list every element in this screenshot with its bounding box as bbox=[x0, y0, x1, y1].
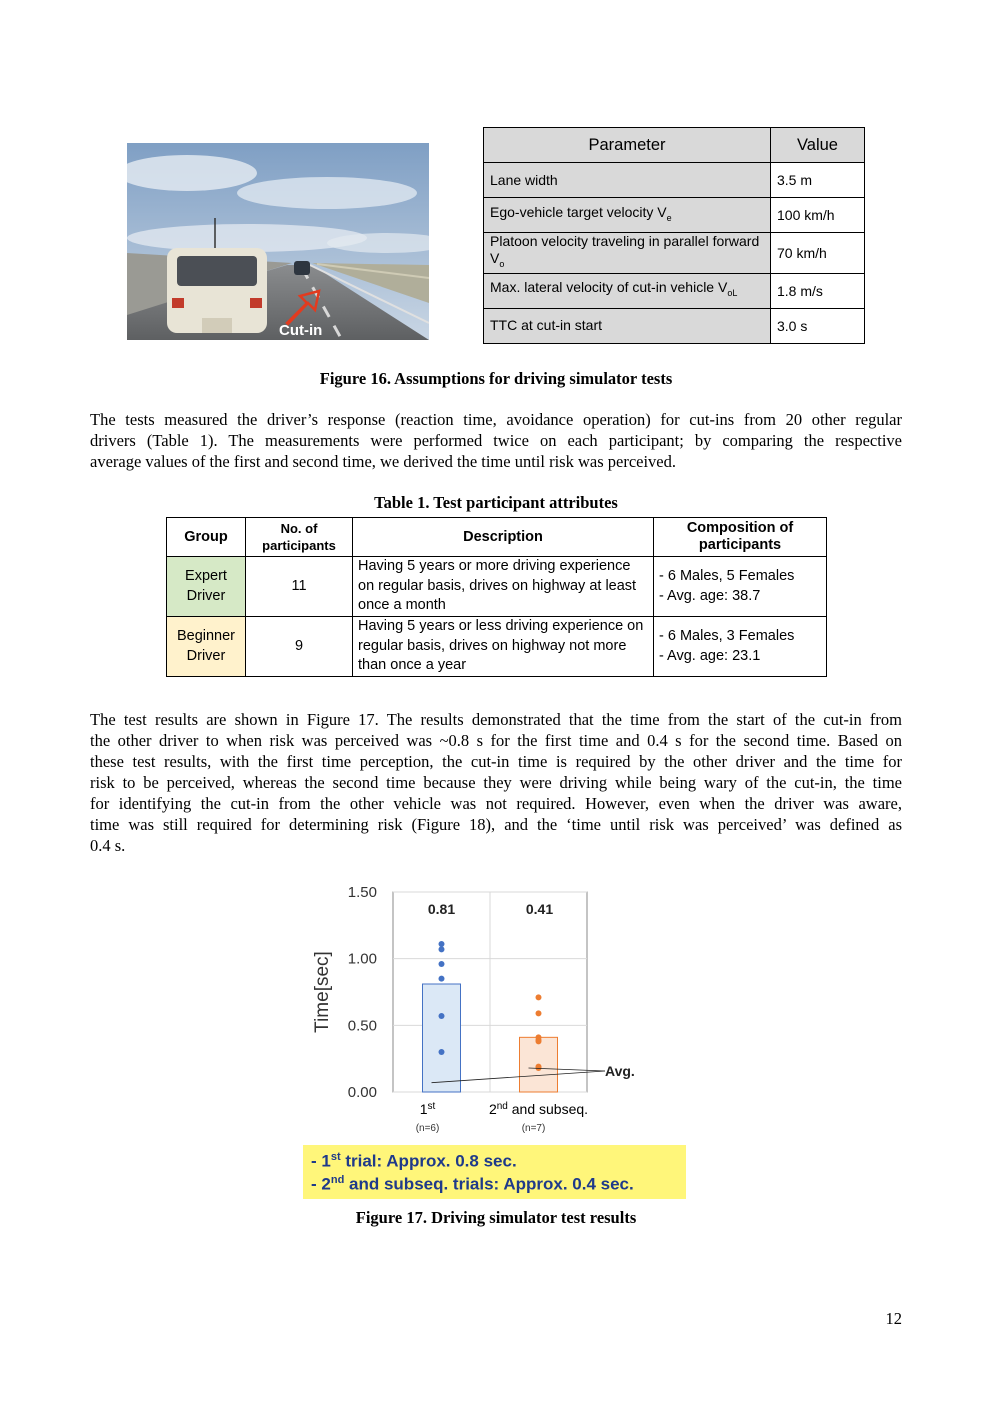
x-tick-label: 1st bbox=[419, 1101, 436, 1117]
parameter-cell: Lane width bbox=[484, 163, 771, 198]
parameter-row bbox=[484, 198, 865, 233]
data-point bbox=[536, 994, 542, 1000]
parameter-cell: TTC at cut-in start bbox=[484, 308, 771, 343]
value-cell: 3.5 m bbox=[771, 163, 865, 198]
summary-superscript: nd bbox=[330, 1174, 345, 1186]
text-line: The tests measured the driver’s response (reaction time, avoidance operation) for cut-ins from 20 other regular bbox=[90, 410, 902, 429]
text-line: 0.4 s. bbox=[90, 836, 126, 855]
parameter-text: Max. lateral velocity of cut-in vehicle V bbox=[490, 279, 728, 296]
parameter-cell bbox=[484, 273, 771, 308]
composition-line: - Avg. age: 23.1 bbox=[659, 647, 761, 664]
y-tick-label: 1.50 bbox=[347, 884, 377, 901]
group-cell: Beginner Driver bbox=[167, 617, 246, 677]
value-cell: 1.8 m/s bbox=[771, 273, 865, 308]
parameter-table bbox=[483, 127, 865, 344]
parameter-subscript: oL bbox=[727, 288, 738, 299]
summary-line-1 bbox=[311, 1151, 517, 1172]
value-cell: 100 km/h bbox=[771, 198, 865, 233]
data-point bbox=[439, 941, 445, 947]
composition-line: - 6 Males, 5 Females bbox=[659, 568, 795, 584]
data-point bbox=[536, 1010, 542, 1016]
simulator-photo bbox=[127, 143, 429, 340]
data-point bbox=[439, 1049, 445, 1055]
text-line: time was still required for determining risk (Figure 18), and the ‘time until risk was perceived’ was defined as bbox=[90, 815, 902, 834]
page-number: 12 bbox=[885, 1309, 902, 1328]
table-row bbox=[167, 617, 827, 677]
results-chart bbox=[300, 875, 690, 1140]
parameter-row bbox=[484, 163, 865, 198]
summary-line-2 bbox=[311, 1174, 634, 1195]
value-cell: 70 km/h bbox=[771, 233, 865, 274]
table-row bbox=[167, 557, 827, 617]
n-label: (n=7) bbox=[521, 1123, 546, 1134]
table1-caption: Table 1. Test participant attributes bbox=[374, 493, 618, 512]
count-header: No. of participants bbox=[246, 518, 353, 557]
group-cell: Expert Driver bbox=[167, 557, 246, 617]
summary-text: and subseq. trials: Approx. 0.4 sec. bbox=[344, 1174, 634, 1194]
parameter-subscript: o bbox=[499, 258, 505, 269]
composition-line: - Avg. age: 38.7 bbox=[659, 587, 761, 604]
parameter-subscript: e bbox=[666, 212, 672, 223]
description-header: Description bbox=[353, 518, 654, 557]
value-cell: 3.0 s bbox=[771, 308, 865, 343]
x-tick-label: 2nd and subseq. bbox=[488, 1101, 589, 1117]
parameter-row bbox=[484, 233, 865, 274]
group-header: Group bbox=[167, 518, 246, 557]
cut-in-label: Cut-in bbox=[279, 322, 323, 339]
text-line: risk to be perceived, whereas the second time because they were driving while being wary of the cut-in, the time bbox=[90, 773, 902, 792]
value-label: 0.81 bbox=[427, 901, 456, 917]
text-line: The test results are shown in Figure 17. The results demonstrated that the time from the start of the cut-in from bbox=[90, 710, 902, 729]
value-label: 0.41 bbox=[525, 901, 554, 917]
composition-cell bbox=[654, 557, 827, 617]
parameter-cell bbox=[484, 198, 771, 233]
composition-header: Composition of participants bbox=[654, 518, 827, 557]
data-point bbox=[439, 961, 445, 967]
n-label: (n=6) bbox=[415, 1123, 440, 1134]
figure16-caption: Figure 16. Assumptions for driving simulator tests bbox=[319, 369, 673, 388]
summary-superscript: st bbox=[330, 1151, 341, 1163]
text-line: average values of the first and second time, we derived the time until risk was perceived. bbox=[90, 452, 676, 471]
y-tick-label: 1.00 bbox=[347, 950, 377, 968]
paragraph-2 bbox=[90, 709, 902, 856]
count-cell: 11 bbox=[246, 557, 353, 617]
text-line: the other driver to when risk was perceived was ~0.8 s for the first time and 0.4 s for the second time. Based on bbox=[90, 731, 902, 750]
y-tick-label: 0.50 bbox=[347, 1017, 377, 1035]
parameter-text: Ego-vehicle target velocity V bbox=[490, 203, 667, 220]
data-point bbox=[439, 1013, 445, 1019]
composition-line: - 6 Males, 3 Females bbox=[659, 628, 795, 644]
description-cell: Having 5 years or less driving experience on regular basis, drives on highway not more than once a year bbox=[353, 617, 654, 677]
description-cell: Having 5 years or more driving experience on regular basis, drives on highway at least once a month bbox=[353, 557, 654, 617]
value-header: Value bbox=[771, 128, 865, 163]
composition-cell bbox=[654, 617, 827, 677]
avg-annotation: Avg. bbox=[605, 1063, 635, 1079]
paragraph-1 bbox=[90, 409, 902, 472]
parameter-header: Parameter bbox=[484, 128, 771, 163]
summary-highlight bbox=[303, 1145, 686, 1199]
data-point bbox=[536, 1038, 542, 1044]
parameter-cell bbox=[484, 233, 771, 274]
summary-text: trial: Approx. 0.8 sec. bbox=[340, 1151, 517, 1171]
text-line: for identifying the cut-in from the other vehicle was not required. However, even when the driver was aware, bbox=[90, 794, 902, 813]
data-point bbox=[439, 976, 445, 982]
figure17-caption: Figure 17. Driving simulator test results bbox=[355, 1208, 637, 1227]
parameter-text: Platoon velocity traveling in parallel forward V bbox=[490, 233, 760, 266]
text-line: these test results, with the first time perception, the cut-in time is required by the other driver and the time for bbox=[90, 752, 902, 771]
y-axis-label: Time[sec] bbox=[312, 951, 333, 1033]
summary-text: - 2 bbox=[311, 1174, 331, 1194]
count-cell: 9 bbox=[246, 617, 353, 677]
parameter-row bbox=[484, 273, 865, 308]
parameter-row bbox=[484, 308, 865, 343]
bar bbox=[423, 984, 461, 1092]
text-line: drivers (Table 1). The measurements were performed twice on each participant; by comparing the respective bbox=[90, 431, 902, 450]
y-tick-label: 0.00 bbox=[347, 1084, 377, 1101]
summary-text: - 1 bbox=[311, 1151, 331, 1171]
simulator-scene-illustration bbox=[127, 143, 429, 340]
data-point bbox=[439, 946, 445, 952]
participant-table bbox=[166, 517, 827, 677]
